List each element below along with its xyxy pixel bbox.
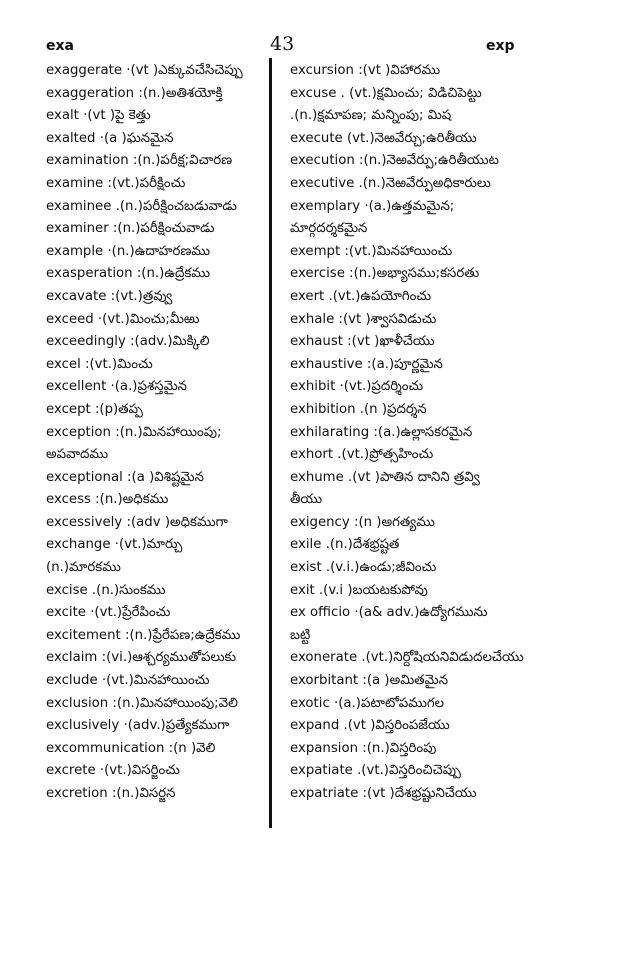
dictionary-entry: exaggeration :(n.)అతిశయోక్తి [46, 85, 223, 101]
dictionary-entry: (n.)మారకము [46, 560, 121, 576]
right-guide-word: exp [486, 38, 515, 54]
dictionary-entry: exalt ·(vt )పై కెత్తు [46, 108, 151, 124]
dictionary-entry: exhibition .(n )ప్రదర్శన [290, 401, 427, 417]
dictionary-entry: తీయు [290, 492, 323, 508]
dictionary-entry: excel :(vt.)మించు [46, 356, 153, 372]
dictionary-entry: expansion :(n.)విస్తరింపు [290, 740, 437, 756]
dictionary-entry: exasperation :(n.)ఉద్రేకము [46, 266, 210, 282]
dictionary-entry: .(n.)క్షమాపణ; మన్నింపు; మిష [290, 108, 452, 124]
page-number: 43 [270, 33, 295, 55]
left-guide-word: exa [46, 38, 74, 54]
dictionary-entry: excite ·(vt.)ప్రేరేపించు [46, 605, 171, 621]
dictionary-entry: excursion :(vt )విహారము [290, 63, 441, 78]
dictionary-entry: exhilarating :(a.)ఉల్లాసకరమైన [290, 424, 473, 440]
dictionary-entry: exhibit ·(vt.)ప్రదర్శించు [290, 379, 424, 395]
dictionary-entry: examination :(n.)పరీక్ష;విచారణ [46, 153, 233, 169]
dictionary-entry: ex officio ·(a& adv.)ఉద్యోగమును [290, 605, 488, 621]
dictionary-entry: exotic ·(a.)పటాటోపముగల [290, 695, 445, 711]
dictionary-entry: అపవాదము [46, 447, 109, 463]
dictionary-entry: examiner :(n.)పరీక్షించువాడు [46, 221, 215, 237]
dictionary-entry: exercise :(n.)అభ్యాసము;కసరతు [290, 266, 480, 282]
dictionary-entry: exclaim :(vi.)ఆశ్చర్యముతోపలుకు [46, 650, 237, 666]
dictionary-entry: exalted ·(a )ఘనమైన [46, 130, 174, 146]
dictionary-entry: except :(p)తప్ప [46, 401, 143, 417]
dictionary-entry: example ·(n.)ఉదాహరణము [46, 243, 211, 259]
dictionary-entry: exclusion :(n.)మినహాయింపు;వెలి [46, 695, 238, 711]
dictionary-entry: excavate :(vt.)త్రవ్వు [46, 288, 173, 304]
left-column [46, 60, 266, 806]
dictionary-entry: exaggerate ·(vt )ఎక్కువచేసిచెప్పు [46, 63, 243, 78]
dictionary-entry: excrete ·(vt.)విసర్జించు [46, 763, 180, 779]
dictionary-entry: exigency :(n )అగత్యము [290, 514, 435, 530]
dictionary-entry: expatriate :(vt )దేశభ్రష్టునిచేయు [290, 786, 477, 801]
dictionary-entry: exempt :(vt.)మినహాయించు [290, 243, 453, 259]
dictionary-entry: exhaust :(vt )ఖాళీచేయు [290, 334, 435, 350]
right-column [290, 60, 620, 806]
dictionary-entry: execution :(n.)నెఱవేర్పు;ఉరితీయుట [290, 153, 499, 169]
dictionary-entry: మార్గదర్శకమైన [290, 221, 368, 237]
dictionary-entry: exist .(v.i.)ఉండు;జీవించు [290, 560, 437, 576]
dictionary-entry: exert .(vt.)ఉపయోగించు [290, 288, 432, 304]
dictionary-entry: excise .(n.)సుంకము [46, 582, 166, 598]
dictionary-entry: expatiate .(vt.)విస్తరించిచెప్పు [290, 763, 461, 779]
dictionary-entry: examinee .(n.)పరీక్షించబడువాడు [46, 198, 237, 214]
dictionary-entry: exorbitant :(a )అమితమైన [290, 673, 449, 689]
dictionary-entry: excretion :(n.)విసర్జన [46, 786, 176, 801]
dictionary-entry: excess :(n.)అధికము [46, 492, 169, 508]
dictionary-entry: exhort .(vt.)ప్రోత్సహించు [290, 447, 434, 463]
dictionary-entry: excitement :(n.)ప్రేరేపణ;ఉద్రేకము [46, 627, 241, 643]
dictionary-entry: exit .(v.i )బయటకుపోవు [290, 582, 428, 598]
dictionary-entry: exile .(n.)దేశభ్రష్టత [290, 537, 400, 553]
dictionary-entry: excessively :(adv )అధికముగా [46, 514, 228, 530]
dictionary-entry: exemplary ·(a.)ఉత్తమమైన; [290, 198, 455, 214]
dictionary-entry: exhale :(vt )శ్వాసవిడుచు [290, 311, 437, 327]
dictionary-entry: examine :(vt.)పరీక్షించు [46, 175, 186, 191]
dictionary-entry: excellent ·(a.)ప్రశస్తమైన [46, 379, 187, 395]
dictionary-entry: execute (vt.)నెఱవేర్చు;ఉరితీయు [290, 130, 477, 146]
dictionary-entry: exceptional :(a )విశిష్టమైన [46, 469, 204, 485]
dictionary-entry: exhaustive :(a.)పూర్ణమైన [290, 356, 443, 372]
dictionary-entry: exceed ·(vt.)మించు;మీఱు [46, 311, 200, 327]
dictionary-entry: exhume .(vt )పాతిన దానిని త్రవ్వి [290, 469, 480, 485]
column-divider [269, 58, 272, 828]
dictionary-entry: exception :(n.)మినహాయింపు; [46, 424, 222, 440]
dictionary-entry: exchange ·(vt.)మార్చు [46, 537, 183, 553]
dictionary-entry: expand .(vt )విస్తరింపజేయు [290, 718, 450, 734]
dictionary-entry: exclusively ·(adv.)ప్రత్యేకముగా [46, 718, 230, 734]
dictionary-entry: బట్టి [290, 627, 311, 643]
dictionary-entry: exclude ·(vt.)మినహాయించు [46, 673, 210, 689]
dictionary-entry: excuse . (vt.)క్షమించు; విడిచిపెట్టు [290, 85, 482, 101]
dictionary-entry: excommunication :(n )వెలి [46, 740, 216, 756]
dictionary-entry: exonerate .(vt.)నిర్దోషియనివిడుదలచేయు [290, 650, 524, 666]
dictionary-entry: exceedingly :(adv.)మిక్కిలి [46, 334, 210, 350]
dictionary-entry: executive .(n.)నెఱవేర్పుఅధికారులు [290, 175, 491, 191]
